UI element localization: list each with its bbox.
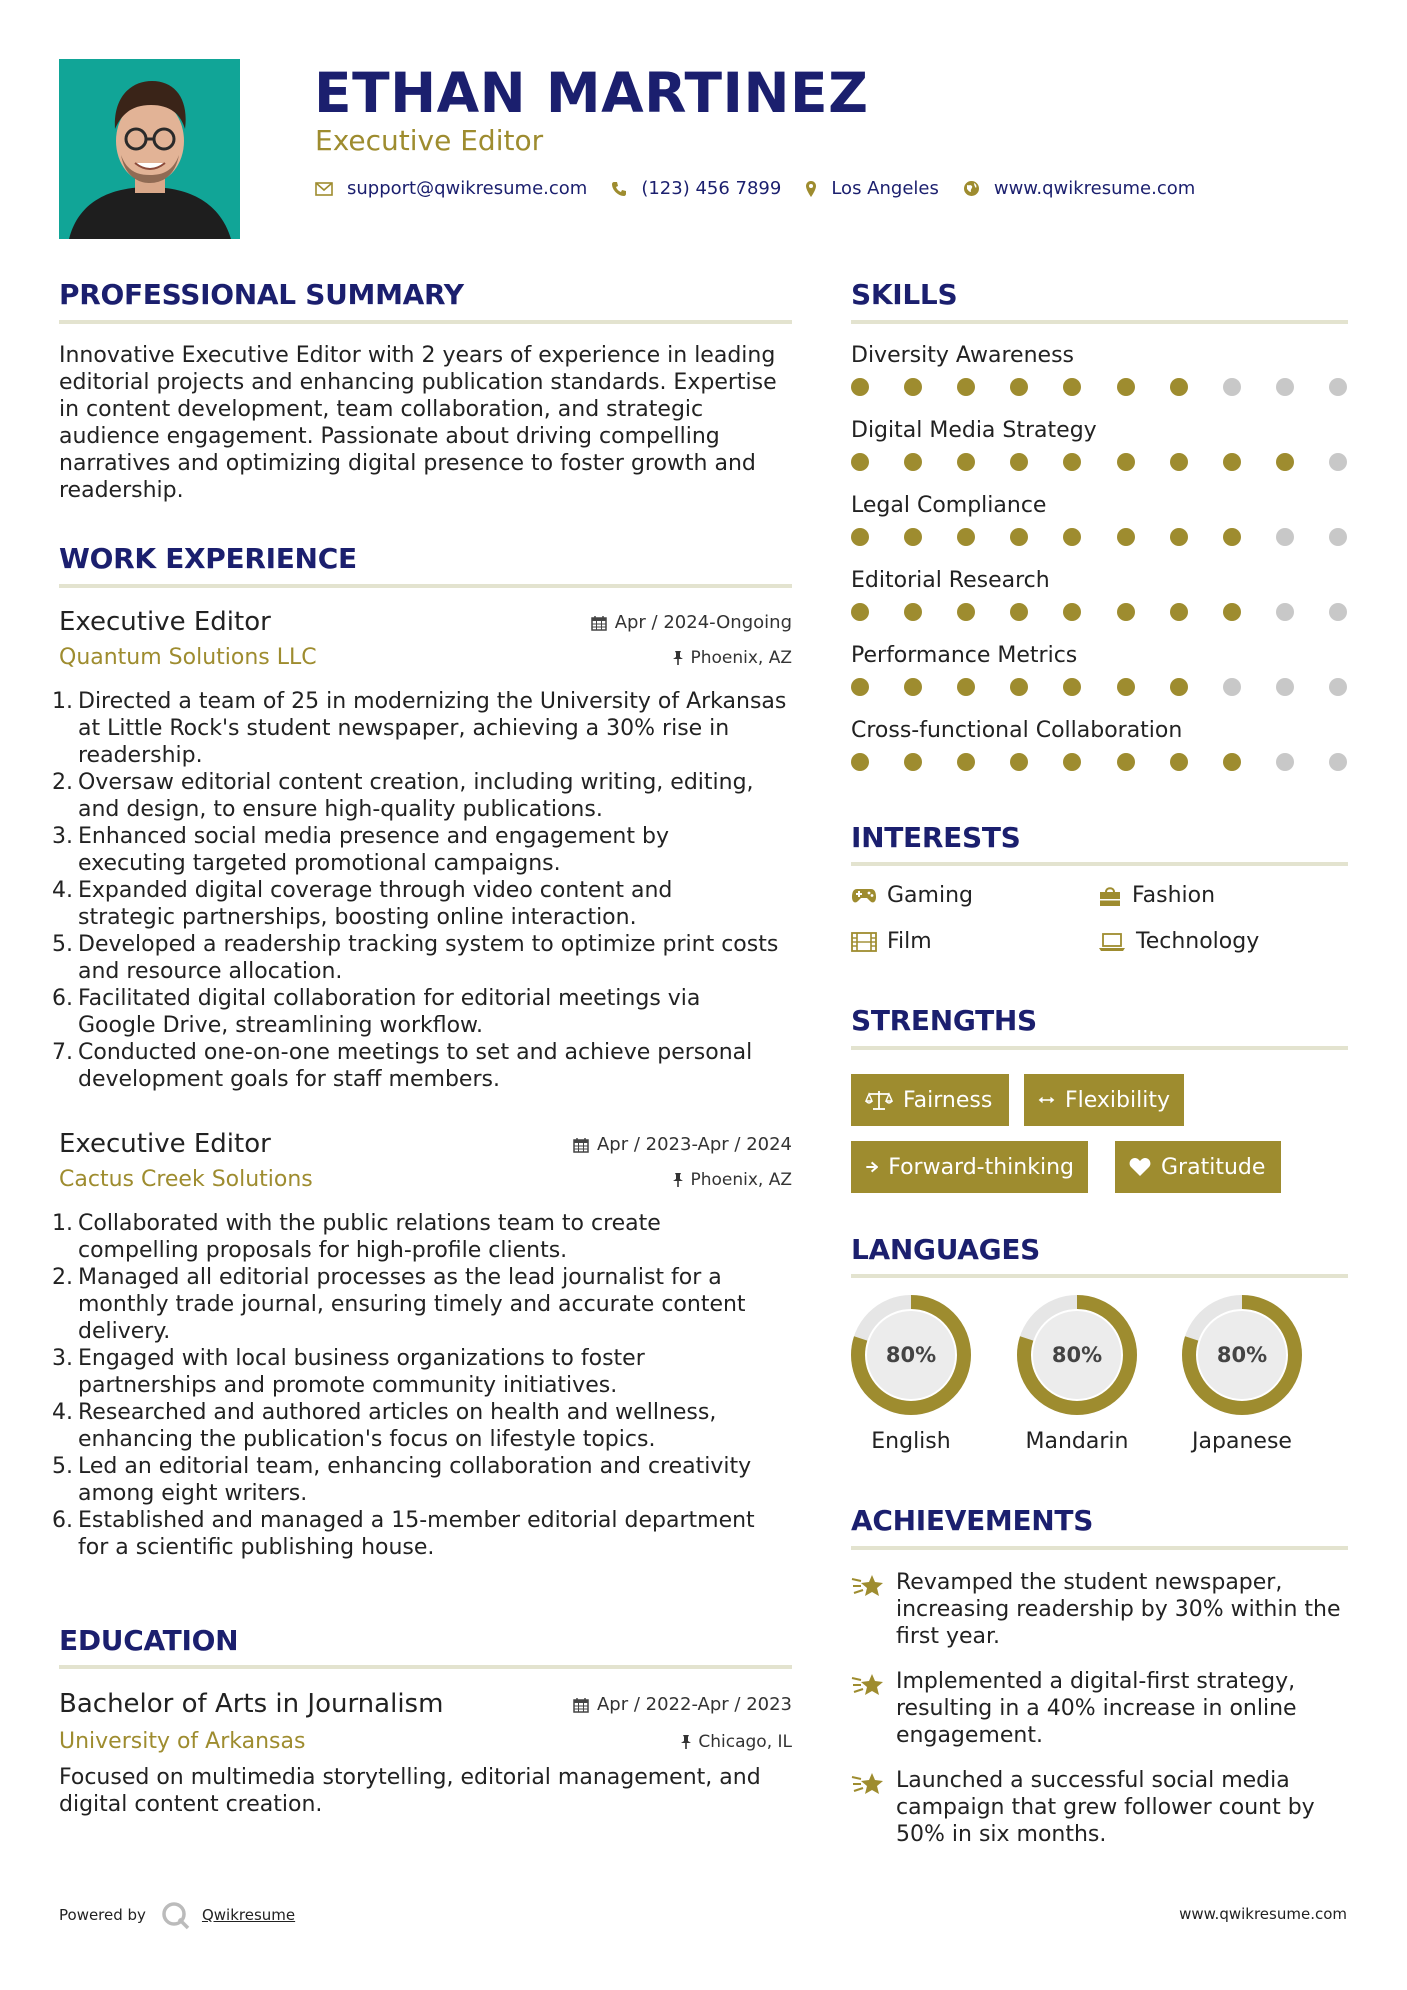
strength-forward-thinking: [851, 1141, 1088, 1193]
achievement-item: [851, 1569, 1351, 1659]
interest-label: Technology: [1136, 929, 1260, 954]
achievement-line: Implemented a digital-first strategy,: [896, 1669, 1296, 1694]
strength-label: Flexibility: [1065, 1087, 1170, 1113]
skill-name: Digital Media Strategy: [851, 418, 1097, 443]
profile-photo: [59, 59, 240, 239]
job-role: Executive Editor: [59, 1129, 271, 1159]
language-percent: 80%: [1051, 1343, 1103, 1367]
balance-scale-icon: [865, 1089, 893, 1111]
language-english: [849, 1293, 973, 1454]
skills-heading: SKILLS: [851, 278, 958, 311]
education-location-text: Chicago, IL: [698, 1732, 792, 1752]
bullet-number: 7.: [52, 1040, 73, 1065]
bullet-number: 2.: [52, 1265, 73, 1290]
rating-dot-empty: [1329, 378, 1347, 396]
strength-label: Gratitude: [1161, 1154, 1266, 1180]
skill-item: [851, 642, 1347, 702]
rating-dot-empty: [1223, 378, 1241, 396]
strength-flexibility: [1024, 1074, 1184, 1126]
job-bullet-list: [52, 1210, 797, 1561]
bullet-number: 6.: [52, 986, 73, 1011]
summary-line: audience engagement. Passionate about driving compelling: [59, 424, 720, 449]
job-location: [672, 1170, 792, 1190]
education-description: [59, 1764, 794, 1818]
interest-film: [851, 929, 932, 954]
list-item: [52, 1453, 797, 1507]
bullet-line: Led an editorial team, enhancing collaboration and creativity: [78, 1454, 752, 1479]
interests-heading: INTERESTS: [851, 821, 1021, 854]
gamepad-icon: [851, 887, 877, 905]
rating-dot-filled: [1063, 753, 1081, 771]
skill-rating: [851, 603, 1347, 623]
interest-label: Film: [887, 929, 932, 954]
rating-dot-filled: [1063, 603, 1081, 621]
rating-dot-filled: [1010, 528, 1028, 546]
bullet-line: compelling proposals for high-profile clients.: [78, 1238, 568, 1263]
bullet-number: 4.: [52, 878, 73, 903]
bullet-line: Expanded digital coverage through video content and: [78, 878, 673, 903]
rating-dot-filled: [957, 678, 975, 696]
rating-dot-empty: [1223, 678, 1241, 696]
envelope-icon: [315, 182, 333, 196]
education-divider: [59, 1665, 792, 1669]
skill-item: [851, 717, 1347, 777]
pushpin-icon: [672, 1172, 684, 1188]
job-entry-header: [59, 1128, 792, 1198]
bullet-line: Engaged with local business organizations to foster: [78, 1346, 645, 1371]
interest-fashion: [1098, 883, 1215, 908]
strength-label: Forward-thinking: [888, 1154, 1074, 1180]
rating-dot-filled: [1223, 453, 1241, 471]
arrow-right-icon: [865, 1158, 878, 1176]
language-name: English: [871, 1429, 951, 1454]
shooting-star-icon: [851, 1771, 885, 1797]
rating-dot-filled: [1276, 453, 1294, 471]
rating-dot-filled: [1063, 528, 1081, 546]
rating-dot-filled: [1117, 753, 1135, 771]
pushpin-icon: [672, 650, 684, 666]
bullet-line: Developed a readership tracking system to optimize print costs: [78, 932, 779, 957]
skill-item: [851, 567, 1347, 627]
bullet-number: 2.: [52, 770, 73, 795]
bullet-line: among eight writers.: [78, 1481, 308, 1506]
contact-location: [805, 178, 939, 199]
summary-line: Innovative Executive Editor with 2 years of experience in leading: [59, 343, 776, 368]
rating-dot-filled: [1223, 528, 1241, 546]
rating-dot-filled: [1117, 678, 1135, 696]
skill-rating: [851, 378, 1347, 398]
list-item: [52, 823, 797, 877]
rating-dot-filled: [1170, 378, 1188, 396]
language-name: Japanese: [1192, 1429, 1292, 1454]
strengths-heading: STRENGTHS: [851, 1004, 1037, 1037]
skills-divider: [851, 320, 1348, 324]
location-text: Los Angeles: [831, 178, 939, 199]
job-company: Cactus Creek Solutions: [59, 1167, 313, 1192]
rating-dot-filled: [1063, 678, 1081, 696]
education-location: [680, 1732, 792, 1752]
rating-dot-empty: [1329, 678, 1347, 696]
education-entry-header: [59, 1688, 792, 1758]
skill-rating: [851, 678, 1347, 698]
achievement-line: engagement.: [896, 1723, 1043, 1748]
phone-icon: [611, 181, 627, 197]
list-item: [52, 877, 797, 931]
rating-dot-filled: [1117, 528, 1135, 546]
bullet-line: Researched and authored articles on health and wellness,: [78, 1400, 717, 1425]
rating-dot-empty: [1329, 753, 1347, 771]
rating-dot-filled: [904, 753, 922, 771]
rating-dot-filled: [1170, 453, 1188, 471]
degree-name: Bachelor of Arts in Journalism: [59, 1689, 444, 1719]
skill-item: [851, 492, 1347, 552]
rating-dot-filled: [957, 528, 975, 546]
rating-dot-empty: [1329, 603, 1347, 621]
skill-rating: [851, 453, 1347, 473]
calendar-icon: [573, 1697, 589, 1713]
achievement-line: campaign that grew follower count by: [896, 1795, 1315, 1820]
achievement-item: [851, 1668, 1351, 1758]
education-date-text: Apr / 2022-Apr / 2023: [596, 1694, 792, 1715]
achievement-line: Launched a successful social media: [896, 1768, 1290, 1793]
bullet-line: Collaborated with the public relations team to create: [78, 1211, 661, 1236]
bullet-line: Facilitated digital collaboration for editorial meetings via: [78, 986, 701, 1011]
rating-dot-filled: [1117, 453, 1135, 471]
rating-dot-filled: [1010, 378, 1028, 396]
experience-heading: WORK EXPERIENCE: [59, 542, 357, 575]
job-entry-header: [59, 606, 792, 676]
heart-icon: [1129, 1157, 1151, 1177]
phone-text: (123) 456 7899: [641, 178, 782, 199]
job-role: Executive Editor: [59, 607, 271, 637]
job-bullet-list: [52, 688, 797, 1093]
skill-name: Cross-functional Collaboration: [851, 718, 1183, 743]
bullet-number: 3.: [52, 1346, 73, 1371]
language-percent: 80%: [885, 1343, 937, 1367]
strengths-divider: [851, 1046, 1348, 1050]
summary-line: narratives and optimizing digital presence to foster growth and: [59, 451, 756, 476]
shooting-star-icon: [851, 1672, 885, 1698]
achievement-text: [896, 1668, 1351, 1749]
bullet-line: executing targeted promotional campaigns.: [78, 851, 561, 876]
bullet-line: development goals for staff members.: [78, 1067, 500, 1092]
person-portrait-icon: [59, 59, 240, 239]
skill-name: Performance Metrics: [851, 643, 1078, 668]
skill-item: [851, 342, 1347, 402]
job-company: Quantum Solutions LLC: [59, 645, 317, 670]
rating-dot-empty: [1329, 453, 1347, 471]
rating-dot-empty: [1276, 603, 1294, 621]
skill-name: Legal Compliance: [851, 493, 1047, 518]
map-pin-icon: [805, 180, 817, 198]
job-location-text: Phoenix, AZ: [690, 648, 792, 668]
job-location: [672, 648, 792, 668]
laptop-icon: [1098, 932, 1126, 952]
skill-name: Editorial Research: [851, 568, 1050, 593]
list-item: [52, 1399, 797, 1453]
rating-dot-filled: [851, 678, 869, 696]
summary-line: editorial projects and enhancing publication standards. Expertise: [59, 370, 777, 395]
bullet-line: delivery.: [78, 1319, 171, 1344]
interest-gaming: [851, 883, 973, 908]
list-item: [52, 1507, 797, 1561]
rating-dot-filled: [904, 603, 922, 621]
rating-dot-filled: [904, 453, 922, 471]
skill-rating: [851, 753, 1347, 773]
bullet-line: Managed all editorial processes as the lead journalist for a: [78, 1265, 722, 1290]
job-date-text: Apr / 2024-Ongoing: [614, 612, 792, 633]
bullet-number: 3.: [52, 824, 73, 849]
rating-dot-filled: [1010, 453, 1028, 471]
bullet-line: and resource allocation.: [78, 959, 343, 984]
bullet-line: Oversaw editorial content creation, including writing, editing,: [78, 770, 754, 795]
rating-dot-empty: [1329, 528, 1347, 546]
bullet-number: 5.: [52, 1454, 73, 1479]
summary-heading: PROFESSIONAL SUMMARY: [59, 278, 464, 311]
bullet-line: Directed a team of 25 in modernizing the University of Arkansas: [78, 689, 787, 714]
list-item: [52, 985, 797, 1039]
bullet-number: 6.: [52, 1508, 73, 1533]
email-text: support@qwikresume.com: [347, 178, 588, 199]
languages-divider: [851, 1274, 1348, 1278]
job-date: [573, 1134, 792, 1155]
achievement-item: [851, 1767, 1351, 1857]
bullet-line: Google Drive, streamlining workflow.: [78, 1013, 484, 1038]
summary-divider: [59, 320, 792, 324]
rating-dot-filled: [957, 378, 975, 396]
interests-divider: [851, 862, 1348, 866]
bullet-line: for a scientific publishing house.: [78, 1535, 435, 1560]
education-line: Focused on multimedia storytelling, editorial management, and: [59, 1765, 761, 1790]
languages-heading: LANGUAGES: [851, 1233, 1041, 1266]
skill-name: Diversity Awareness: [851, 343, 1074, 368]
footer-website[interactable]: www.qwikresume.com: [1179, 1905, 1347, 1923]
rating-dot-filled: [1117, 603, 1135, 621]
summary-line: readership.: [59, 478, 184, 503]
rating-dot-filled: [851, 528, 869, 546]
list-item: [52, 1210, 797, 1264]
job-date-text: Apr / 2023-Apr / 2024: [596, 1134, 792, 1155]
rating-dot-filled: [1010, 678, 1028, 696]
rating-dot-filled: [904, 678, 922, 696]
language-name: Mandarin: [1025, 1429, 1129, 1454]
film-icon: [851, 932, 877, 952]
rating-dot-filled: [1010, 753, 1028, 771]
rating-dot-filled: [851, 453, 869, 471]
bullet-line: Enhanced social media presence and engagement by: [78, 824, 669, 849]
experience-divider: [59, 584, 792, 588]
strength-fairness: [851, 1074, 1009, 1126]
rating-dot-filled: [1223, 753, 1241, 771]
summary-line: in content development, team collaboration, and strategic: [59, 397, 704, 422]
rating-dot-filled: [904, 378, 922, 396]
achievement-line: increasing readership by 30% within the: [896, 1597, 1341, 1622]
rating-dot-filled: [1063, 378, 1081, 396]
summary-text: [59, 342, 794, 504]
achievements-divider: [851, 1546, 1348, 1550]
contact-website[interactable]: [963, 178, 1195, 199]
rating-dot-empty: [1276, 528, 1294, 546]
contact-email[interactable]: [315, 178, 587, 199]
list-item: [52, 1345, 797, 1399]
rating-dot-filled: [851, 753, 869, 771]
bullet-line: enhancing the publication's focus on lifestyle topics.: [78, 1427, 656, 1452]
calendar-icon: [573, 1137, 589, 1153]
job-location-text: Phoenix, AZ: [690, 1170, 792, 1190]
bullet-line: partnerships and promote community initiatives.: [78, 1373, 618, 1398]
powered-by-text: Powered by: [59, 1906, 146, 1924]
candidate-title: Executive Editor: [315, 124, 544, 157]
achievement-text: [896, 1569, 1351, 1650]
skill-item: [851, 417, 1347, 477]
education-heading: EDUCATION: [59, 1624, 239, 1657]
pushpin-icon: [680, 1734, 692, 1750]
list-item: [52, 688, 797, 769]
achievement-line: first year.: [896, 1624, 1001, 1649]
contact-bar: [315, 178, 1219, 199]
bullet-line: Conducted one-on-one meetings to set and achieve personal: [78, 1040, 753, 1065]
bullet-number: 1.: [52, 689, 73, 714]
achievement-text: [896, 1767, 1351, 1848]
qwikresume-link[interactable]: Qwikresume: [201, 1906, 296, 1924]
rating-dot-filled: [904, 528, 922, 546]
interest-label: Fashion: [1132, 883, 1216, 908]
rating-dot-filled: [1170, 603, 1188, 621]
rating-dot-empty: [1276, 678, 1294, 696]
education-line: digital content creation.: [59, 1792, 323, 1817]
achievement-line: 50% in six months.: [896, 1822, 1107, 1847]
achievement-line: resulting in a 40% increase in online: [896, 1696, 1297, 1721]
rating-dot-filled: [851, 603, 869, 621]
list-item: [52, 1264, 797, 1345]
language-percent: 80%: [1216, 1343, 1268, 1367]
qwikresume-logo-icon: [160, 1900, 192, 1930]
bullet-number: 1.: [52, 1211, 73, 1236]
education-date: [573, 1694, 792, 1715]
achievements-heading: ACHIEVEMENTS: [851, 1504, 1094, 1537]
language-japanese: [1180, 1293, 1304, 1454]
rating-dot-filled: [1170, 753, 1188, 771]
job-date: [591, 612, 792, 633]
rating-dot-filled: [851, 378, 869, 396]
rating-dot-filled: [957, 603, 975, 621]
rating-dot-filled: [957, 753, 975, 771]
list-item: [52, 931, 797, 985]
globe-icon: [963, 180, 980, 197]
bullet-line: and design, to ensure high-quality publications.: [78, 797, 603, 822]
rating-dot-filled: [957, 453, 975, 471]
calendar-icon: [591, 615, 607, 631]
rating-dot-filled: [1117, 378, 1135, 396]
arrows-horizontal-icon: [1038, 1093, 1055, 1107]
strength-gratitude: [1115, 1141, 1281, 1193]
bullet-line: strategic partnerships, boosting online interaction.: [78, 905, 637, 930]
rating-dot-empty: [1276, 753, 1294, 771]
rating-dot-filled: [1170, 678, 1188, 696]
rating-dot-empty: [1276, 378, 1294, 396]
language-mandarin: [1015, 1293, 1139, 1454]
list-item: [52, 769, 797, 823]
shooting-star-icon: [851, 1573, 885, 1599]
achievement-line: Revamped the student newspaper,: [896, 1570, 1283, 1595]
website-text: www.qwikresume.com: [993, 178, 1196, 199]
bullet-number: 4.: [52, 1400, 73, 1425]
interest-technology: [1098, 929, 1259, 954]
skill-rating: [851, 528, 1347, 548]
rating-dot-filled: [1223, 603, 1241, 621]
rating-dot-filled: [1170, 528, 1188, 546]
school-name: University of Arkansas: [59, 1729, 306, 1754]
footer-powered-by: [59, 1900, 295, 1930]
rating-dot-filled: [1010, 603, 1028, 621]
bullet-line: monthly trade journal, ensuring timely and accurate content: [78, 1292, 746, 1317]
interest-label: Gaming: [887, 883, 973, 908]
shopping-bag-icon: [1098, 885, 1122, 907]
candidate-name: ETHAN MARTINEZ: [314, 61, 869, 125]
contact-phone[interactable]: [611, 178, 781, 199]
rating-dot-filled: [1063, 453, 1081, 471]
bullet-line: readership.: [78, 743, 203, 768]
bullet-line: Established and managed a 15-member editorial department: [78, 1508, 755, 1533]
bullet-line: at Little Rock's student newspaper, achieving a 30% rise in: [78, 716, 730, 741]
strength-label: Fairness: [903, 1087, 993, 1113]
bullet-number: 5.: [52, 932, 73, 957]
list-item: [52, 1039, 797, 1093]
